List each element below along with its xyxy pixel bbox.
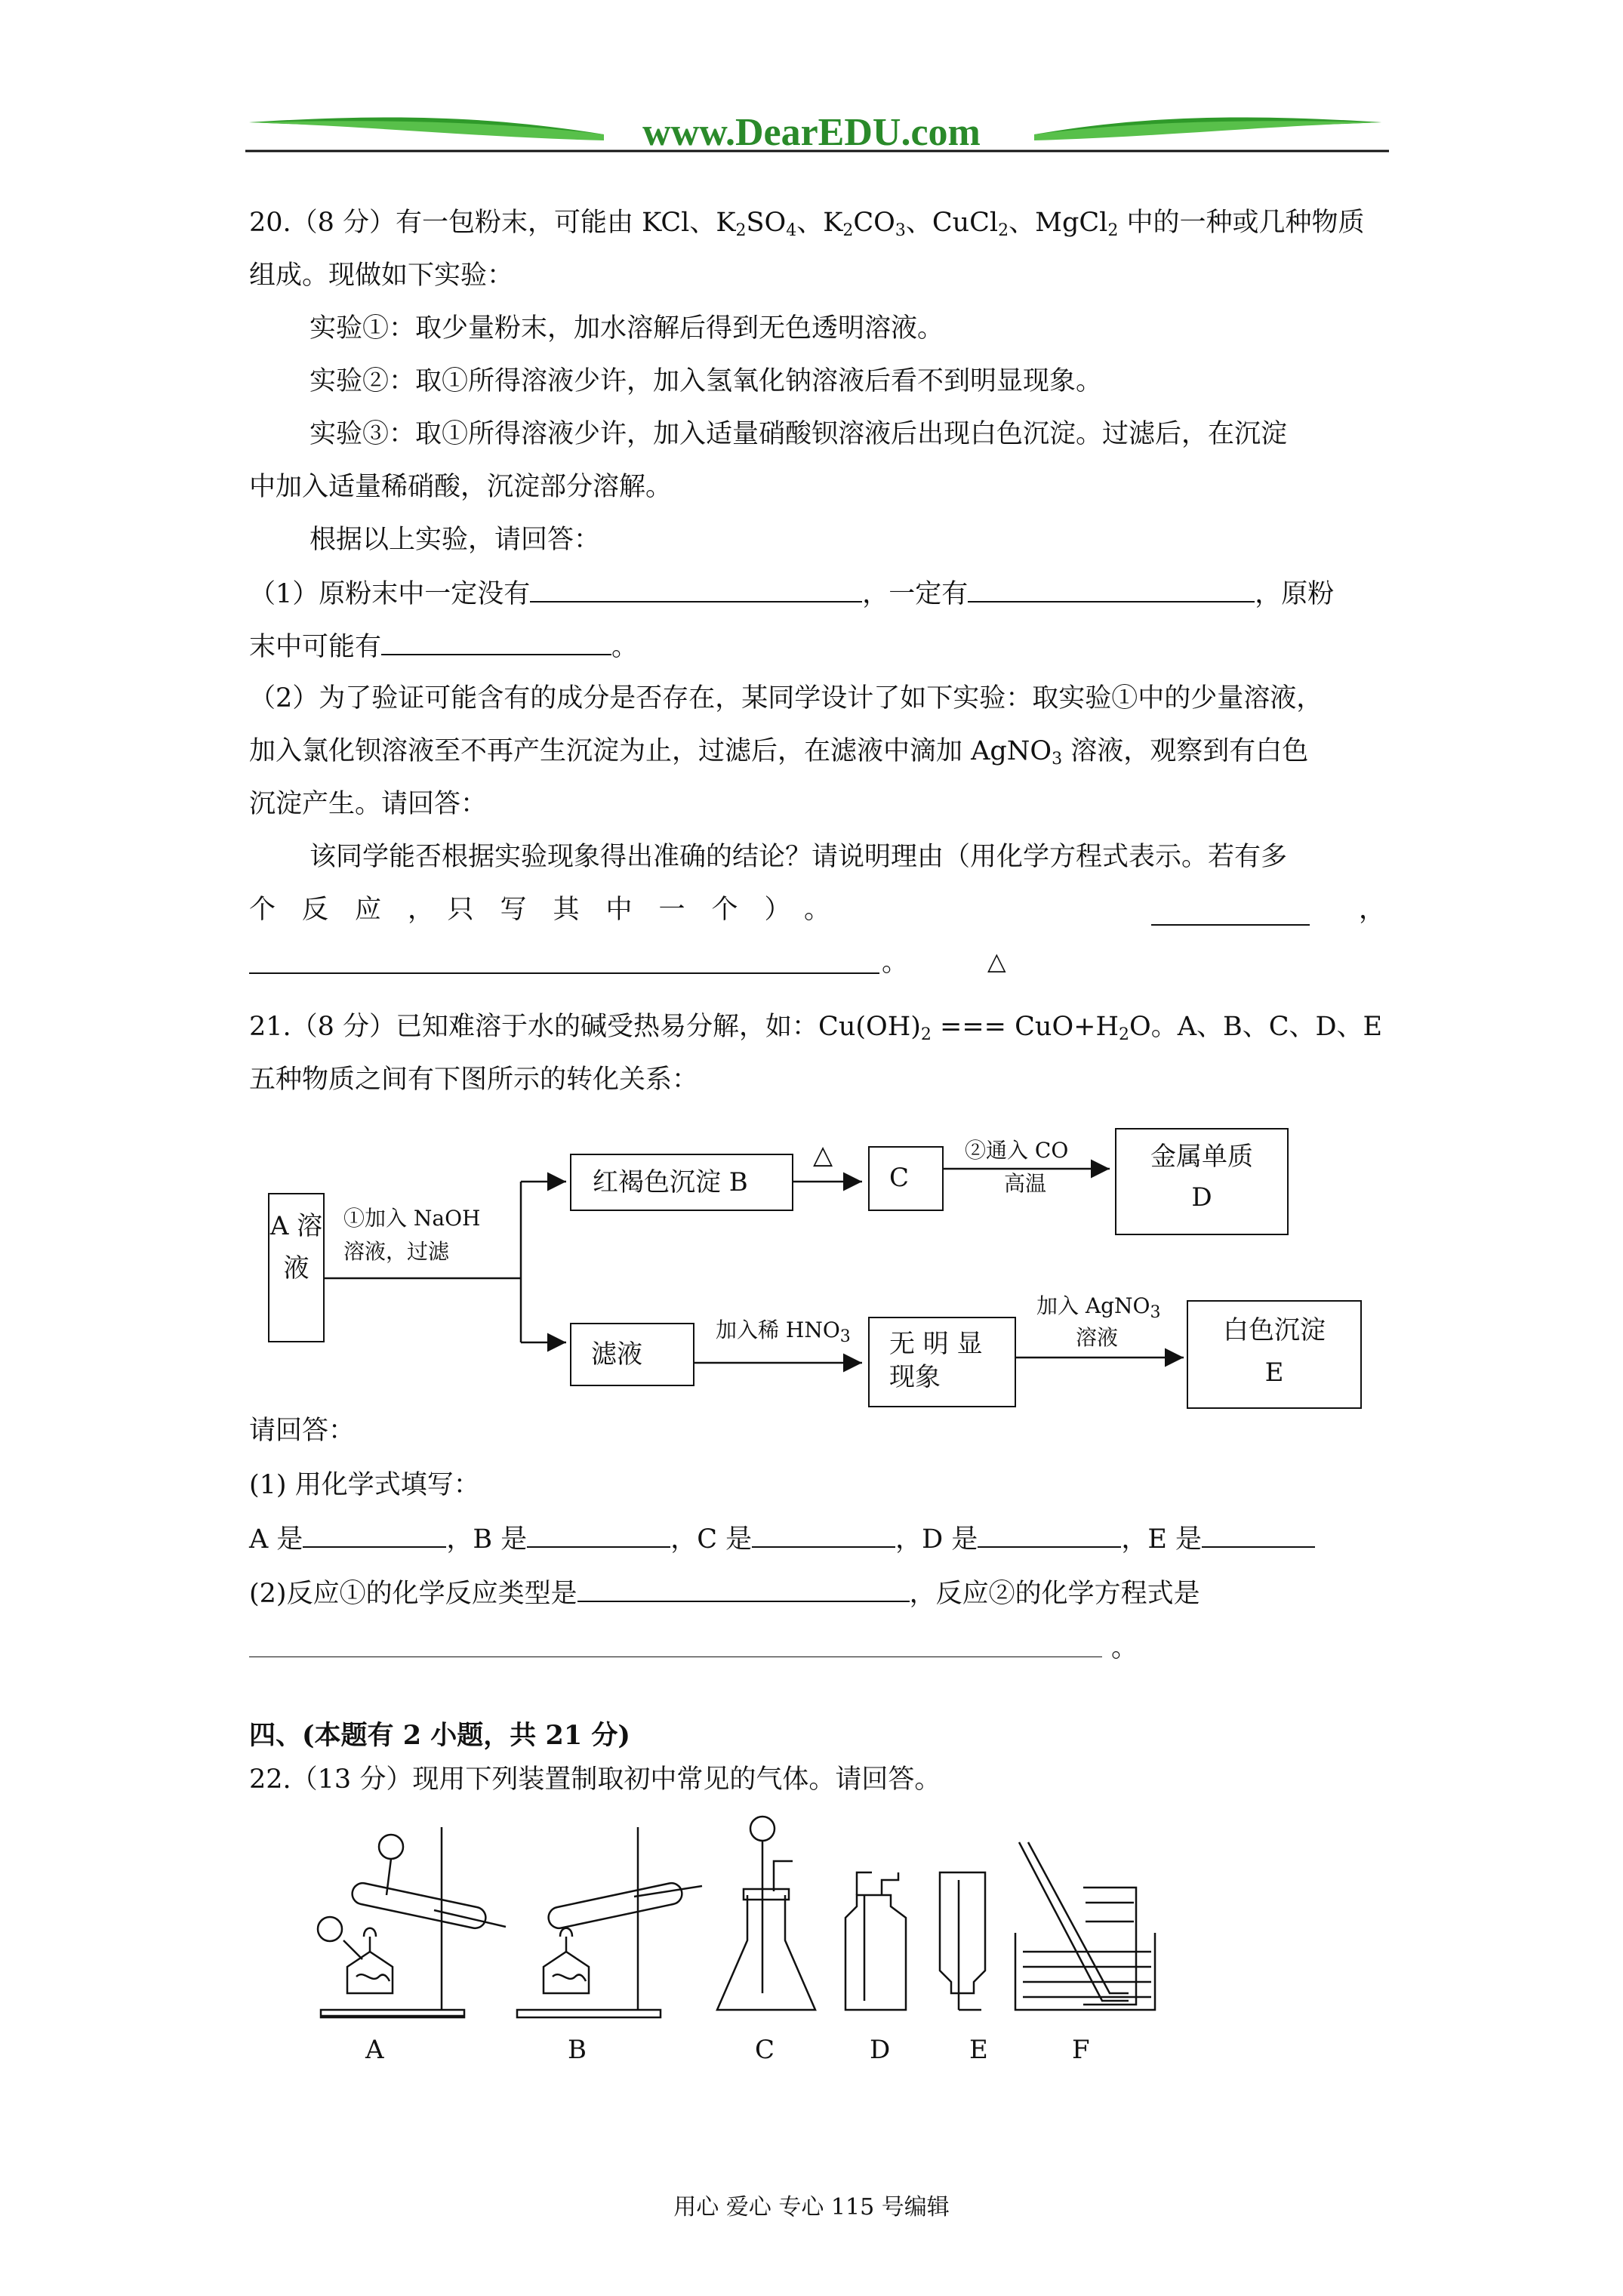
q21-part2: (2)反应①的化学反应类型是 ，反应②的化学方程式是 [249, 1575, 1200, 1611]
page-footer: 用心 爱心 专心 115 号编辑 [673, 2194, 950, 2220]
answer-blank-c[interactable] [752, 1521, 895, 1548]
arrow1-label-b: 溶液，过滤 [343, 1239, 450, 1264]
apparatus-e [940, 1872, 985, 2010]
q21-ask: 请回答： [249, 1416, 356, 1446]
apparatus-label-a: A [365, 2035, 384, 2065]
q21-part1: (1) 用化学式填写： [249, 1470, 480, 1500]
box-b: 红褐色沉淀 B [570, 1154, 793, 1211]
q20-part2c: 沉淀产生。请回答： [249, 789, 488, 819]
answer-blank-a[interactable] [303, 1521, 446, 1548]
apparatus-drawing [302, 1812, 1208, 2039]
answer-blank-d[interactable] [978, 1521, 1121, 1548]
arrow2-label-a: ②通入 CO [965, 1138, 1069, 1163]
box-a: A 溶 液 [268, 1193, 325, 1342]
apparatus-label-c: C [755, 2035, 775, 2065]
apparatus-c [717, 1817, 815, 2010]
answer-blank-equation[interactable] [249, 1631, 1102, 1657]
arrow3-label: 加入稀 $HNO_3$ [716, 1318, 851, 1346]
heat-triangle: △ [987, 947, 1006, 975]
q20-exp2: 实验②：取①所得溶液少许，加入氢氧化钠溶液后看不到明显现象。 [310, 366, 1103, 396]
q20-exp1: 实验①：取少量粉末，加水溶解后得到无色透明溶液。 [310, 313, 944, 344]
answer-blank-2[interactable] [968, 575, 1255, 603]
answer-blank-reaction-type[interactable] [577, 1575, 910, 1602]
q21-answers-row: A 是 ，B 是 ，C 是 ，D 是 ，E 是 [249, 1521, 1315, 1557]
apparatus-f [1015, 1842, 1155, 2010]
answer-blank-e[interactable] [1202, 1521, 1315, 1548]
answer-blank-4[interactable] [1151, 898, 1310, 926]
q20-part2d: 该同学能否根据实验现象得出准确的结论？请说明理由（用化学方程式表示。若有多 [310, 842, 1288, 872]
q20-part1: （1）原粉末中一定没有 ，一定有 ，原粉 [249, 575, 1334, 612]
apparatus-label-b: B [568, 2035, 587, 2065]
arrow1-label-a: ①加入 NaOH [343, 1206, 481, 1231]
apparatus-label-d: D [870, 2035, 891, 2065]
arrow-heat-label: △ [813, 1140, 833, 1170]
q20-part2b: 加入氯化钡溶液至不再产生沉淀为止，过滤后，在滤液中滴加 AgNO$_3$ 溶液，观察到有白色 [249, 736, 1309, 769]
q20-exp3b: 中加入适量稀硝酸，沉淀部分溶解。 [249, 472, 673, 502]
q20-ask: 根据以上实验，请回答： [310, 525, 601, 555]
section-4-title: 四、(本题有 2 小题，共 21 分) [249, 1720, 630, 1751]
arrow2-label-b: 高温 [1004, 1171, 1047, 1196]
answer-blank-b[interactable] [527, 1521, 670, 1548]
q21-intro: 21.（8 分）已知难溶于水的碱受热易分解，如：$Cu(OH)_2$ === $CuO+H_2O$。A、B、C、D、E [249, 1012, 1383, 1044]
q20-comma: ， [1359, 895, 1386, 925]
answer-blank-5[interactable] [249, 947, 879, 974]
q20-exp3a: 实验③：取①所得溶液少许，加入适量硝酸钡溶液后出现白色沉淀。过滤后，在沉淀 [310, 419, 1288, 449]
q22-intro: 22.（13 分）现用下列装置制取初中常见的气体。请回答。 [249, 1764, 941, 1795]
apparatus-label-e: E [969, 2035, 988, 2065]
apparatus-d [845, 1872, 906, 2010]
apparatus-a [318, 1827, 506, 2017]
box-c: C [868, 1146, 944, 1211]
apparatus-label-f: F [1072, 2035, 1090, 2065]
q20-part2e: 个 反 应 ， 只 写 其 中 一 个 ） 。 [249, 895, 831, 925]
answer-blank-3[interactable] [381, 628, 611, 655]
arrow4-label-b: 溶液 [1076, 1325, 1119, 1350]
arrow4-label-a: 加入 AgNO$_3$ [1036, 1293, 1161, 1322]
q21-period: 。 [1111, 1633, 1138, 1663]
q20-part2a: （2）为了验证可能含有的成分是否存在，某同学设计了如下实验：取实验①中的少量溶液， [249, 683, 1323, 713]
apparatus-b [517, 1827, 702, 2017]
box-no-reaction: 无 明 显 现象 [868, 1317, 1016, 1407]
q20-intro: 20.（8 分）有一包粉末，可能由 KCl、$K_2SO_4$、$K_2CO_3$、CuCl$_2$、MgCl$_2$ 中的一种或几种物质 [249, 208, 1365, 240]
header-logo [0, 91, 1623, 181]
box-e: 白色沉淀 E [1187, 1300, 1362, 1409]
header-site-text: www.DearEDU.com [642, 111, 981, 154]
q21-line2: 五种物质之间有下图所示的转化关系： [249, 1065, 699, 1095]
answer-blank-1[interactable] [530, 575, 862, 603]
q20-part1-b: 末中可能有 。 [249, 628, 638, 664]
box-filtrate: 滤液 [570, 1323, 694, 1386]
q20-line2: 组成。现做如下实验： [249, 260, 514, 291]
box-d: 金属单质 D [1115, 1128, 1289, 1235]
q20-period: 。 [882, 948, 909, 978]
